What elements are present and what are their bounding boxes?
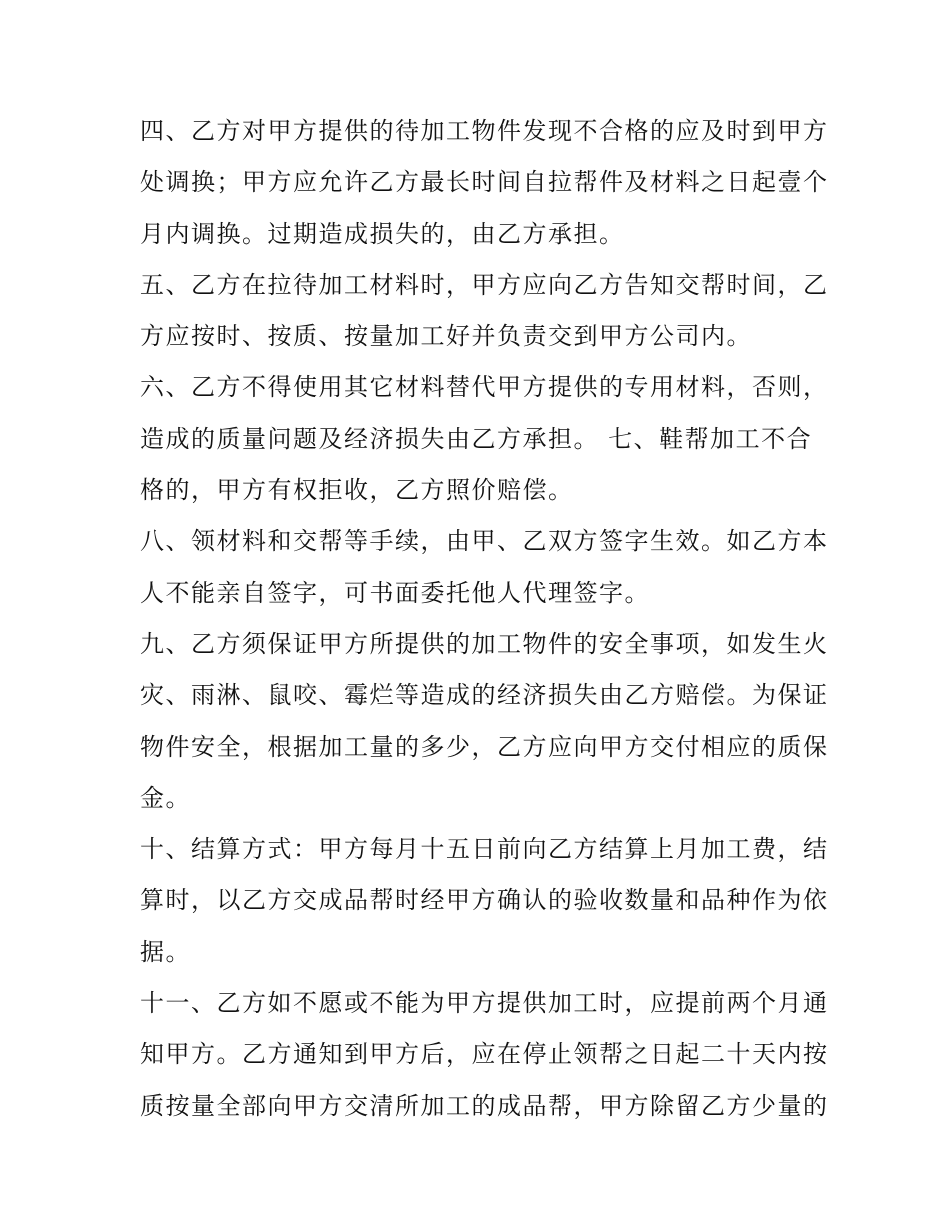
text-line: 六、乙方不得使用其它材料替代甲方提供的专用材料，否则， [140, 373, 829, 402]
text-line: 格的，甲方有权拒收，乙方照价赔偿。 [140, 476, 574, 505]
text-line: 十、结算方式：甲方每月十五日前向乙方结算上月加工费，结 [140, 835, 829, 864]
text-line: 五、乙方在拉待加工材料时，甲方应向乙方告知交帮时间，乙 [140, 270, 829, 299]
text-line: 十一、乙方如不愿或不能为甲方提供加工时，应提前两个月通 [140, 989, 829, 1018]
text-line: 处调换；甲方应允许乙方最长时间自拉帮件及材料之日起壹个 [140, 168, 829, 197]
text-line: 方应按时、按质、按量加工好并负责交到甲方公司内。 [140, 322, 752, 351]
text-line: 八、领材料和交帮等手续，由甲、乙双方签字生效。如乙方本 [140, 527, 829, 556]
text-line: 灾、雨淋、鼠咬、霉烂等造成的经济损失由乙方赔偿。为保证 [140, 681, 829, 710]
text-line: 金。 [140, 783, 191, 812]
text-line: 九、乙方须保证甲方所提供的加工物件的安全事项，如发生火 [140, 629, 829, 658]
text-line: 月内调换。过期造成损失的，由乙方承担。 [140, 219, 625, 248]
text-line: 知甲方。乙方通知到甲方后，应在停止领帮之日起二十天内按 [140, 1040, 829, 1069]
text-line: 质按量全部向甲方交清所加工的成品帮，甲方除留乙方少量的 [140, 1091, 829, 1120]
text-line: 物件安全，根据加工量的多少，乙方应向甲方交付相应的质保 [140, 732, 829, 761]
text-line: 四、乙方对甲方提供的待加工物件发现不合格的应及时到甲方 [140, 117, 829, 145]
text-line: 算时，以乙方交成品帮时经甲方确认的验收数量和品种作为依 [140, 886, 829, 915]
text-line: 据。 [140, 937, 191, 966]
text-line: 人不能亲自签字，可书面委托他人代理签字。 [140, 578, 650, 607]
contract-body [140, 106, 829, 1132]
text-line: 造成的质量问题及经济损失由乙方承担。 七、鞋帮加工不合 [140, 424, 813, 453]
